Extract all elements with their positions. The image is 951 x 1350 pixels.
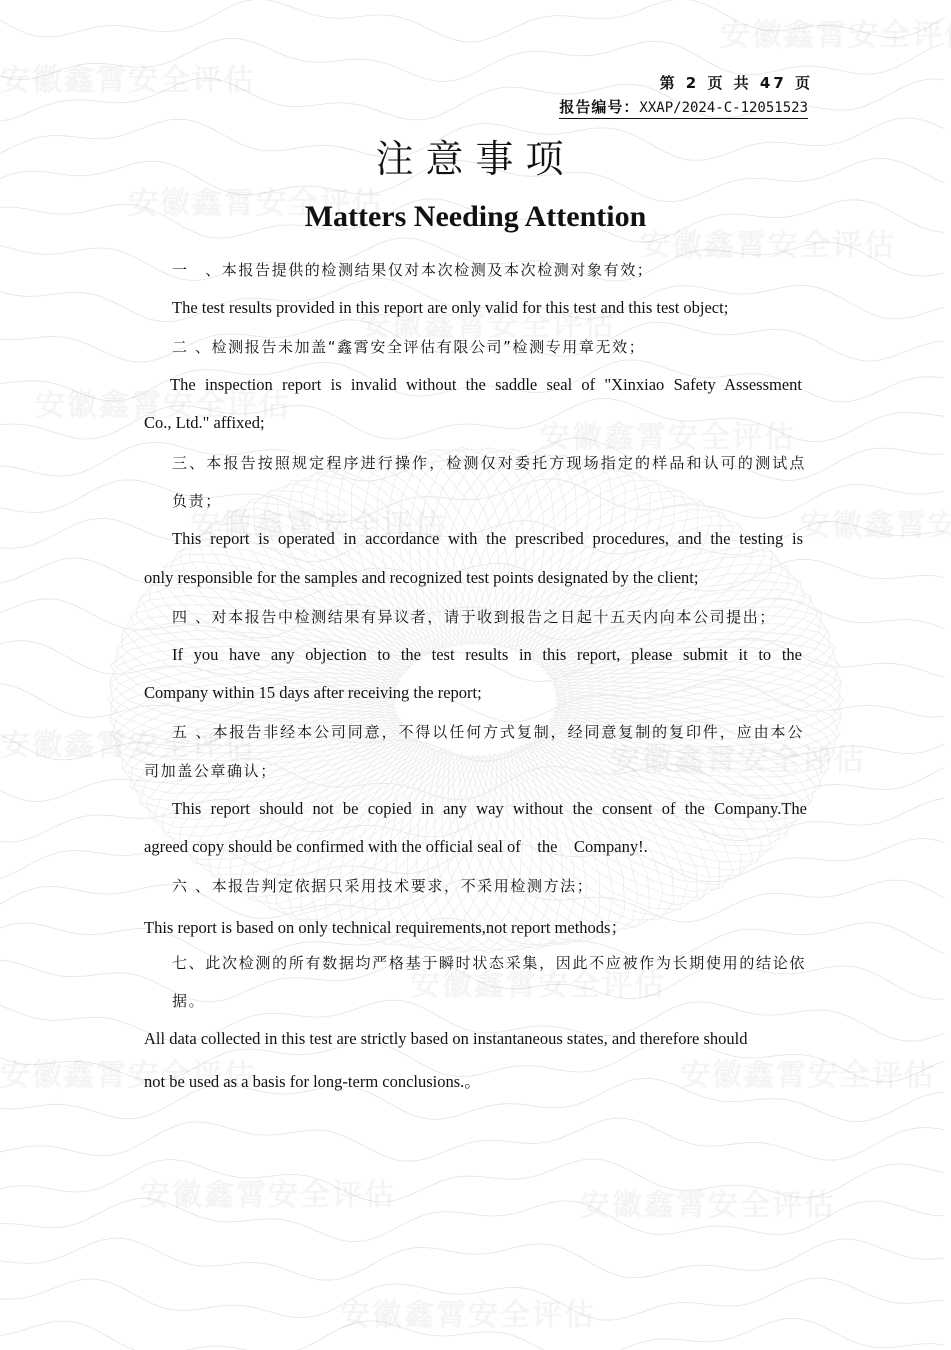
- notice-item-5-cn-line-1: 五 、本报告非经本公司同意，不得以任何方式复制，经同意复制的复印件，应由本公: [172, 723, 804, 741]
- notice-item-4-en-line-1: If you have any objection to the test results in this report, please submit it to the: [172, 645, 802, 664]
- notice-item-3-cn-line-1: 三、本报告按照规定程序进行操作，检测仅对委托方现场指定的样品和认可的测试点: [172, 454, 806, 472]
- notice-item-6-cn: 六 、本报告判定依据只采用技术要求，不采用检测方法；: [172, 877, 594, 895]
- notice-item-5-en-line-2: agreed copy should be confirmed with the official seal of the Company!.: [144, 837, 648, 856]
- notice-item-3-en-line-1: This report is operated in accordance with the prescribed procedures, and the testing is: [172, 529, 803, 548]
- report-number: [559, 96, 808, 119]
- notice-item-6-en: This report is based on only technical requirements,not report methods；: [144, 918, 627, 937]
- notice-item-7-en-line-1: All data collected in this test are strictly based on instantaneous states, and therefore should: [144, 1029, 748, 1048]
- notice-item-3-cn-line-2: 负责；: [172, 492, 222, 510]
- page-title-english: Matters Needing Attention: [304, 200, 647, 233]
- notice-item-7-en-line-2: not be used as a basis for long-term conclusions.。: [144, 1072, 481, 1091]
- page-number: 第 2 页 共 47 页: [659, 74, 813, 92]
- notice-item-2-cn: 二 、检测报告未加盖“鑫霄安全评估有限公司”检测专用章无效；: [172, 338, 646, 356]
- notice-item-4-en-line-2: Company within 15 days after receiving the report;: [144, 683, 482, 702]
- notice-item-3-en-line-2: only responsible for the samples and recognized test points designated by the client;: [144, 568, 699, 587]
- notice-item-5-cn-line-2: 司加盖公章确认；: [144, 762, 277, 780]
- notice-item-7-cn-line-1: 七、此次检测的所有数据均严格基于瞬时状态采集，因此不应被作为长期使用的结论依: [172, 954, 806, 972]
- report-number-value: XXAP/2024-C-12051523: [639, 100, 808, 116]
- notice-item-5-en-line-1: This report should not be copied in any way without the consent of the Company.The: [172, 799, 807, 818]
- notice-item-2-en-line-1: The inspection report is invalid without the saddle seal of "Xinxiao Safety Assessment: [170, 375, 802, 394]
- notice-item-4-cn: 四 、对本报告中检测结果有异议者，请于收到报告之日起十五天内向本公司提出；: [172, 608, 776, 626]
- notice-item-1-en: The test results provided in this report are only valid for this test and this test object;: [172, 298, 729, 317]
- page-title-chinese: 注意事项: [375, 137, 576, 181]
- notice-item-1-cn: 一 、本报告提供的检测结果仅对本次检测及本次检测对象有效；: [172, 261, 654, 279]
- notice-item-2-en-line-2: Co., Ltd." affixed;: [144, 413, 265, 432]
- notice-item-7-cn-line-2: 据。: [172, 992, 206, 1010]
- report-number-label: 报告编号：: [559, 98, 640, 116]
